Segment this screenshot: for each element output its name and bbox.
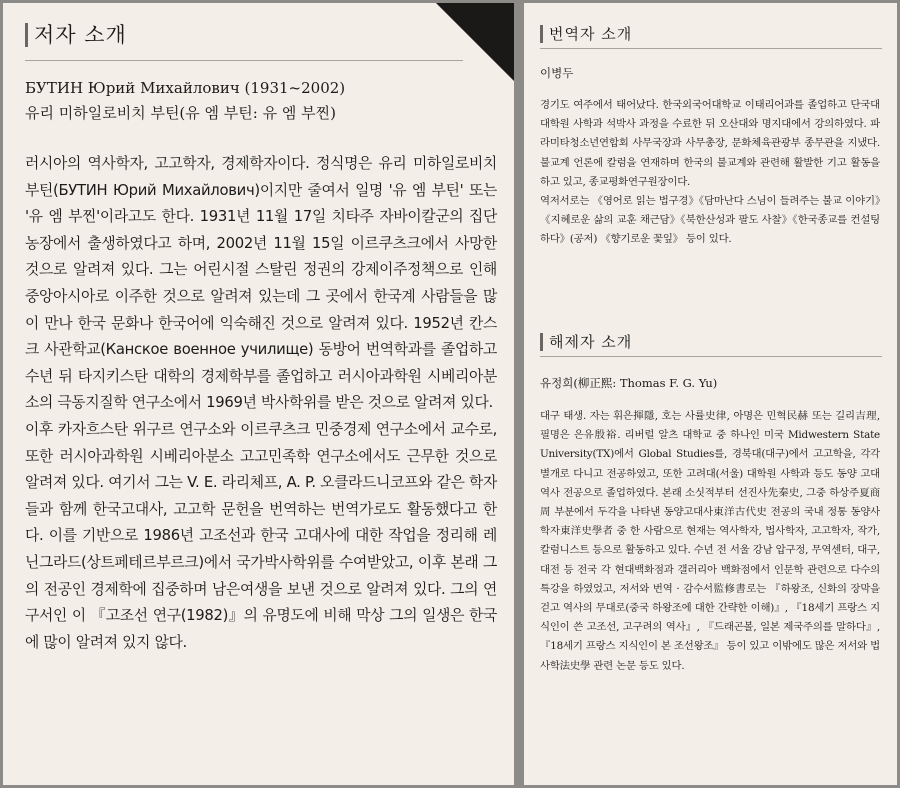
commentator-name: 유정희(柳正熙: Thomas F. G. Yu) (540, 376, 718, 390)
bio-paragraph: 대구 태생. 자는 휘은揮隱, 호는 사률史律, 아명은 민혁民赫 또는 길리吉理, 필명은 은유殷裕. 리버럴 알츠 대학교 중 하나인 미국 Midwestern State University(TX)에서 Global Studies를, 경북대(대구)에서 고고학을, 각각 별개로 다니고 전공하였고, 또한 고려대(서울) 대학원 사학과 등도 동양 고대역사 전공으로 졸업하였다. 본래 소싯적부터 선진사先秦史, 그중 하상주夏商周 부분에서 두각을 나타낸 동양고대사東洋古代史 전공의 국내 정통 동양사학자東洋史學者 중 한 사람으로 현재는 역사학자, 법사학자, 고고학자, 작가, 칼럼니스트 등으로 활동하고 있다. 수년 전 서울 강남 압구정, 무역센터, 대구, 대전 등 전국 각 현대백화점과 갤러리아 백화점에서 인문학 관련으로 다수의 특강을 하였었고, 저서와 번역 · 감수서監修書로는 『하왕조, 신화의 장막을 걷고 역사의 무대로(중국 하왕조에 대한 간략한 이해)』, 『18세기 프랑스 지식인이 쓴 고조선, 고구려의 역사』, 『드래곤볼, 일본 제국주의를 말하다』, 『18세기 프랑스 지식인이 본 조선왕조』 등이 있고 이밖에도 많은 저서와 법사학法史學 관련 논문 등도 있다. (540, 410, 880, 672)
author-section-title: 저자 소개 (25, 23, 127, 47)
author-name-russian: БУТИН Юрий Михайлович (1931~2002) (25, 79, 346, 97)
translator-name: 이병두 (540, 66, 574, 80)
corner-decoration (436, 3, 514, 81)
bio-paragraph: 경기도 여주에서 태어났다. 한국외국어대학교 이태리어과를 졸업하고 단국대 대학원 사학과 석박사 과정을 수료한 뒤 오산대와 명지대에서 강의하였다. 파라미타청소년연합회 사무국장과 사무총장, 문화체육관광부 종무관을 지냈다. 불교계 언론에 칼럼을 연재하며 한국의 불교계와 관련해 활발한 기고 활동을 하고 있고, 종교평화연구원장이다. (540, 99, 880, 188)
author-biography (25, 151, 497, 656)
commentator-bio (540, 407, 880, 676)
bio-paragraph: 이후 카자흐스탄 위구르 연구소와 이르쿠츠크 민중경제 연구소에서 교수로, 또한 러시아과학원 시베리아분소 고고민족학 연구소에서도 근무한 것으로 알려져 있다. 여기서 그는 V. E. 라리체프, A. P. 오클라드니코프와 같은 학자들과 함께 한국고대사, 고고학 문헌을 번역하는 번역가로도 활동했다고 한다. 이를 기반으로 1986년 고조선과 한국 고대사에 대한 작업을 정리해 레닌그라드(상트페테르부르크)에서 국가박사학위를 수여받았고, 이후 본래 그의 전공인 경제학에 집중하며 남은여생을 보낸 것으로 알려져 있다. 그의 연구서인 이 『고조선 연구(1982)』의 유명도에 비해 막상 그의 일생은 한국에 많이 알려져 있지 않다. (25, 420, 497, 651)
translator-bio (540, 96, 880, 250)
author-name-korean: 유리 미하일로비치 부틴(유 엠 부틴: 유 엠 부찐) (25, 104, 336, 122)
left-page (3, 3, 514, 785)
right-page (524, 3, 897, 785)
author-name-block (25, 76, 495, 126)
title-rule (540, 48, 882, 49)
commentator-section-title: 해제자 소개 (540, 333, 632, 351)
title-rule (25, 60, 463, 61)
bio-paragraph: 러시아의 역사학자, 고고학자, 경제학자이다. 정식명은 유리 미하일로비치 부틴(БУТИН Юрий Михайлович)이지만 줄여서 일명 '유 엠 부틴' 또는 '유 엠 부찐'이라고도 한다. 1931년 11월 17일 치타주 자바이칼군의 집단농장에서 출생하였다고 하며, 2002년 11월 15일 이르쿠츠크에서 사망한 것으로 알려져 있다. 그는 어린시절 스탈린 정권의 강제이주정책으로 인해 중앙아시아로 이주한 것으로 알려져 있는데 그 곳에서 한국계 사람들을 많이 만나 한국 문화나 한국어에 익숙해진 것으로 알려져 있다. 1952년 칸스크 사관학교(Канское военное училище) 동방어 번역학과를 졸업하고 수년 뒤 타지키스탄 대학의 경제학부를 졸업하고 러시아과학원 시베리아분소의 극동지질학 연구소에서 1969년 박사학위를 받은 것으로 알려져 있다. (25, 155, 497, 412)
bio-paragraph: 역저서로는 《영어로 읽는 법구경》《담마난다 스님이 들려주는 불교 이야기》《지혜로운 삶의 교훈 채근담》《북한산성과 팔도 사찰》《한국종교를 컨설팅하다》(공저) 《향기로운 꽃잎》 등이 있다. (540, 195, 880, 246)
translator-section-title: 번역자 소개 (540, 25, 632, 43)
title-rule (540, 356, 882, 357)
